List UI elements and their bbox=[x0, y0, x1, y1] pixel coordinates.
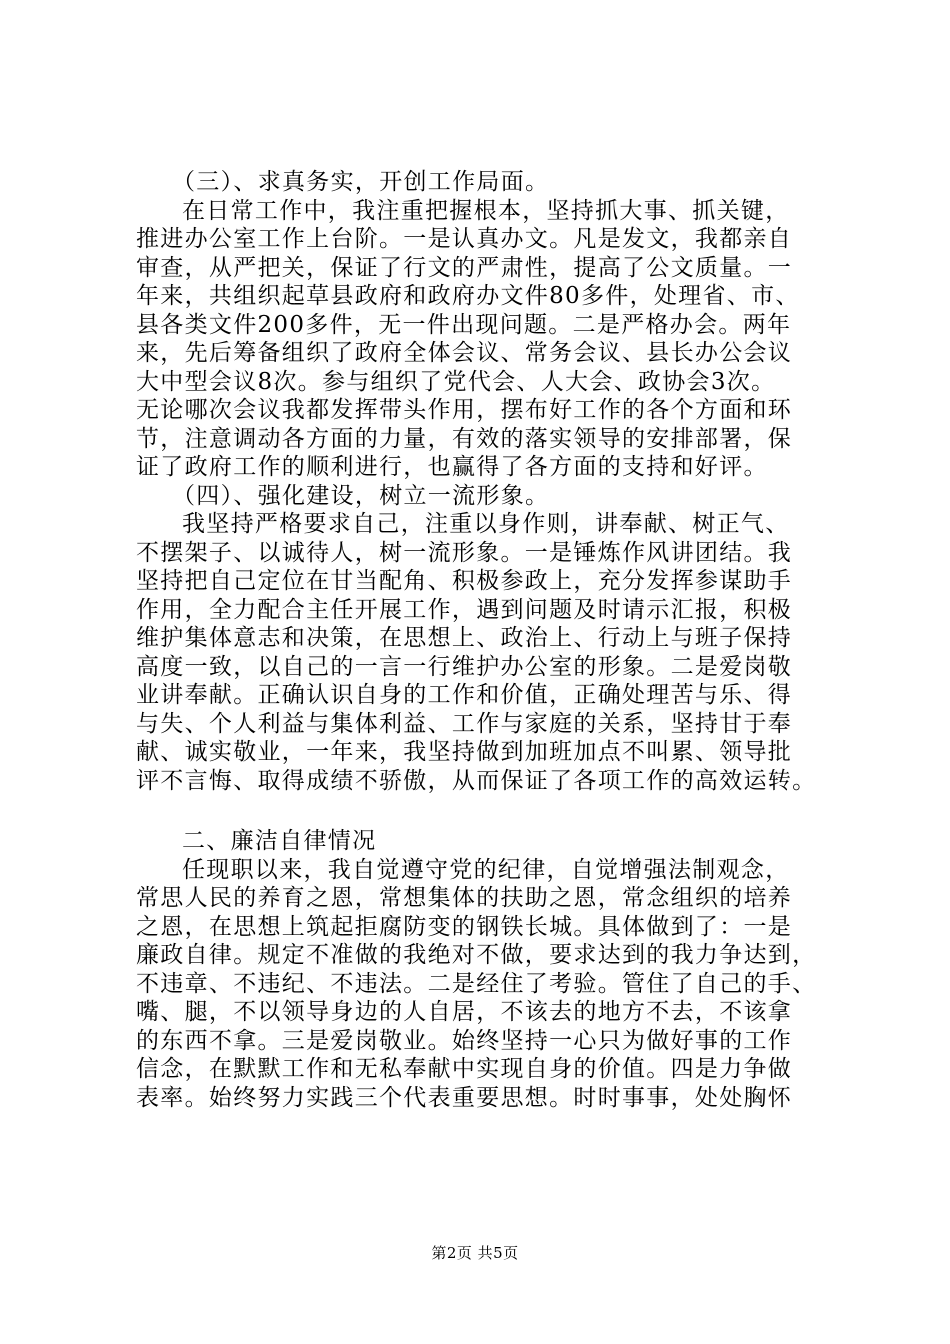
document-body bbox=[136, 168, 856, 1112]
section-spacer bbox=[136, 795, 856, 827]
paragraph-line: 献、诚实敬业，一年来，我坚持做到加班加点不叫累、领导批 bbox=[136, 739, 793, 765]
paragraph-line: 不违章、不违纪、不违法。二是经住了考验。管住了自己的手、 bbox=[136, 970, 817, 997]
paragraph-line: 无论哪次会议我都发挥带头作用，摆布好工作的各个方面和环 bbox=[136, 397, 793, 423]
paragraph-line: 在日常工作中，我注重把握根本，坚持抓大事、抓关键， bbox=[182, 197, 790, 224]
paragraph-line: 廉政自律。规定不准做的我绝对不做，要求达到的我力争达到， bbox=[136, 942, 817, 968]
paragraph-line: 坚持把自己定位在甘当配角、积极参政上，充分发挥参谋助手 bbox=[136, 568, 793, 594]
paragraph-line: 评不言悔、取得成绩不骄傲，从而保证了各项工作的高效运转。 bbox=[136, 767, 817, 794]
paragraph-line: 作用，全力配合主任开展工作，遇到问题及时请示汇报，积极 bbox=[136, 596, 793, 623]
paragraph-line: 不摆架子、以诚待人，树一流形象。一是锤炼作风讲团结。我 bbox=[136, 539, 793, 566]
section-heading: 二、廉洁自律情况 bbox=[182, 828, 377, 854]
paragraph-line: 常思人民的养育之恩，常想集体的扶助之恩，常念组织的培养 bbox=[136, 885, 793, 911]
paragraph-line: 节，注意调动各方面的力量，有效的落实领导的安排部署，保 bbox=[136, 425, 793, 452]
paragraph-line: 表率。始终努力实践三个代表重要思想。时时事事，处处胸怀 bbox=[136, 1084, 793, 1111]
paragraph-line: 业讲奉献。正确认识自身的工作和价值，正确处理苦与乐、得 bbox=[136, 682, 793, 708]
paragraph-line: 维护集体意志和决策，在思想上、政治上、行动上与班子保持 bbox=[136, 625, 793, 651]
paragraph-line: 任现职以来，我自觉遵守党的纪律，自觉增强法制观念， bbox=[182, 856, 790, 883]
paragraph-line: 与失、个人利益与集体利益、工作与家庭的关系，坚持甘于奉 bbox=[136, 710, 793, 737]
paragraph-line: 信念，在默默工作和无私奉献中实现自身的价值。四是力争做 bbox=[136, 1056, 793, 1082]
paragraph-line: 之恩，在思想上筑起拒腐防变的钢铁长城。具体做到了：一是 bbox=[136, 913, 793, 940]
paragraph-line: 的东西不拿。三是爱岗敬业。始终坚持一心只为做好事的工作 bbox=[136, 1027, 793, 1054]
page-number-footer: 第2页 共5页 bbox=[431, 1244, 519, 1262]
paragraph-line: 高度一致，以自己的一言一行维护办公室的形象。二是爱岗敬 bbox=[136, 653, 793, 680]
paragraph-line: 我坚持严格要求自己，注重以身作则，讲奉献、树正气、 bbox=[182, 511, 790, 537]
section-heading: （三）、求真务实，开创工作局面。 bbox=[172, 169, 550, 195]
paragraph-line: 嘴、腿，不以领导身边的人自居，不该去的地方不去，不该拿 bbox=[136, 999, 793, 1025]
paragraph-line: 审查，从严把关，保证了行文的严肃性，提高了公文质量。一 bbox=[136, 254, 793, 281]
paragraph-line: 大中型会议8次。参与组织了党代会、人大会、政协会3次。 bbox=[136, 368, 776, 395]
paragraph-line: 证了政府工作的顺利进行，也赢得了各方面的支持和好评。 bbox=[136, 454, 768, 480]
paragraph-line: 县各类文件200多件，无一件出现问题。二是严格办会。两年 bbox=[136, 311, 792, 338]
paragraph-line: 推进办公室工作上台阶。一是认真办文。凡是发文，我都亲自 bbox=[136, 226, 793, 252]
paragraph-line: 来，先后筹备组织了政府全体会议、常务会议、县长办公会议 bbox=[136, 340, 793, 366]
paragraph-line: 年来，共组织起草县政府和政府办文件80多件，处理省、市、 bbox=[136, 283, 800, 309]
section-heading: （四）、强化建设，树立一流形象。 bbox=[172, 482, 550, 509]
